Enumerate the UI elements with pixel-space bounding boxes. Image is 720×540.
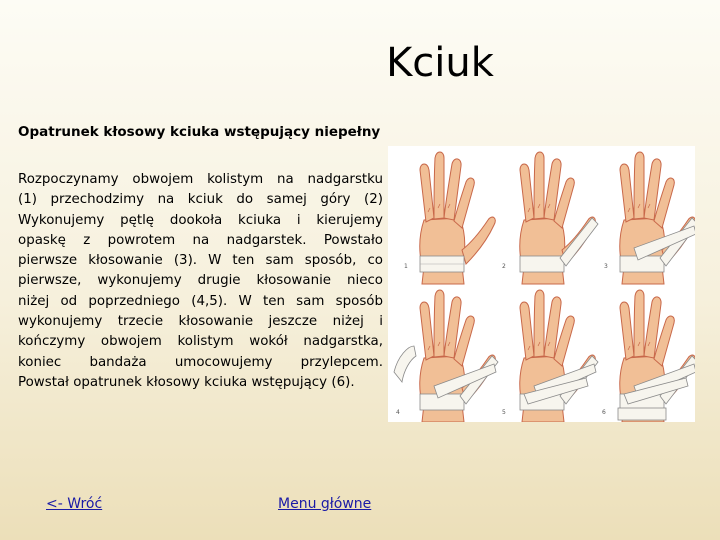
body-line: kończymy obwojem kolistym wokół nadgarstka, bbox=[18, 334, 383, 350]
body-line: (1) przechodzimy na kciuk do samej góry (2) bbox=[18, 192, 383, 208]
panel-number: 3 bbox=[604, 263, 608, 270]
body-line: opaskę z powrotem na nadgarstek. Powstało bbox=[18, 232, 383, 248]
page-title: Kciuk bbox=[386, 40, 494, 86]
body-line: Powstał opatrunek kłosowy kciuka wstępujący (6). bbox=[18, 374, 355, 390]
panel-number: 4 bbox=[396, 409, 400, 416]
panel-number: 2 bbox=[502, 263, 506, 270]
body-line: Rozpoczynamy obwojem kolistym na nadgarstku bbox=[18, 172, 383, 187]
main-menu-link[interactable]: Menu główne bbox=[278, 496, 372, 512]
body-line: Wykonujemy pętlę dookoła kciuka i kierujemy bbox=[18, 212, 383, 228]
body-text bbox=[18, 170, 383, 393]
panel-number: 5 bbox=[502, 409, 506, 416]
bandage-steps-svg bbox=[388, 146, 695, 422]
back-link[interactable]: <- Wróć bbox=[46, 496, 103, 512]
body-line: niżej od poprzedniego (4,5). W ten sam sposób bbox=[18, 293, 383, 309]
panel-number: 1 bbox=[404, 263, 408, 270]
body-line: koniec bandaża umocowujemy przylepcem. bbox=[18, 354, 383, 370]
body-line: wykonujemy trzecie kłosowanie jeszcze niżej i bbox=[18, 314, 383, 330]
page-subtitle: Opatrunek kłosowy kciuka wstępujący niepełny bbox=[18, 124, 381, 140]
body-line: pierwsze kłosowanie (3). W ten sam sposób, co bbox=[18, 253, 383, 269]
body-line: pierwsze, wykonujemy drugie kłosowanie nieco bbox=[18, 273, 383, 289]
thumb-bandage-illustration bbox=[388, 146, 695, 422]
panel-number: 6 bbox=[602, 409, 606, 416]
